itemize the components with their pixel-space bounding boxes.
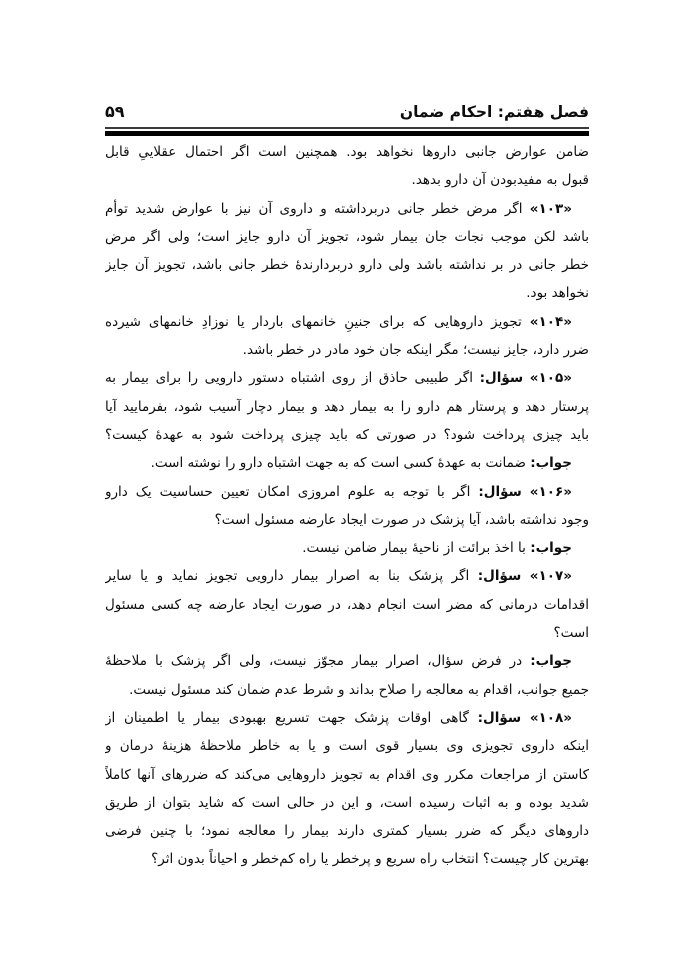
- question-label: سؤال:: [479, 370, 524, 387]
- page-number: ۵۹: [105, 102, 125, 121]
- text-segment: جمیع جوانب، اقدام به معالجه را صلاح بداند و شرط عدم ضمان کند مسئول نیست.: [129, 681, 589, 698]
- answer-label: جواب:: [530, 653, 572, 670]
- text-line: [105, 364, 589, 392]
- question-label: سؤال:: [477, 709, 522, 726]
- text-segment: وجود نداشته باشد، آیا پزشک در صورت ایجاد عارضه مسئول است؟: [214, 511, 589, 528]
- text-line: [105, 166, 589, 194]
- text-line: [105, 704, 589, 732]
- text-segment: [522, 484, 530, 500]
- question-label: سؤال:: [477, 568, 522, 585]
- item-number: «۱۰۸»: [529, 709, 573, 726]
- header-rule-thick: [105, 131, 589, 136]
- text-line: [105, 619, 589, 647]
- text-segment: کاستن از مراجعات مکرر وی اقدام به تجویز داروهایی می‌کند که ضررهای آنها کاملاً: [105, 766, 589, 783]
- text-line: [105, 789, 589, 817]
- text-segment: تجویز داروهایی که برای جنینِ خانمهای باردار یا نوزادِ خانمهای شیرده: [105, 313, 530, 330]
- text-line: [105, 562, 589, 590]
- text-segment: باشد لکن موجب نجات جان بیمار شود، تجویز آن دارو جایز است؛ ولی اگر مرض: [105, 228, 589, 245]
- text-segment: ضرر دارد، جایز نیست؛ مگر اینکه جان خود مادر در خطر باشد.: [242, 342, 589, 359]
- text-line: [105, 449, 589, 477]
- text-line: [105, 393, 589, 421]
- text-segment: اینکه داروی تجویزی وی بسیار قوی است و یا به خاطر ملاحظهٔ هزینهٔ درمان و: [105, 738, 589, 755]
- text-line: [105, 336, 589, 364]
- text-line: [105, 676, 589, 704]
- text-segment: در فرض سؤال، اصرار بیمار مجوّز نیست، ولی اگر پزشک با ملاحظهٔ: [105, 653, 531, 670]
- text-segment: شدید بوده و به اثبات رسیده است، و این در حالی است که شاید بتوان از طریق: [105, 794, 589, 811]
- text-line: [105, 761, 589, 789]
- text-segment: گاهی اوقات پزشک جهت تسریع بهبودی بیمار یا اطمینان از: [105, 709, 478, 726]
- page-header: [105, 97, 589, 121]
- text-segment: [521, 568, 530, 584]
- chapter-title: فصل هفتم: احکام ضمان: [399, 103, 589, 121]
- text-line: [105, 732, 589, 760]
- text-line: [105, 138, 589, 166]
- text-segment: نخواهد بود.: [526, 285, 589, 302]
- text-line: [105, 647, 589, 675]
- text-segment: داروهای دیگر که ضرر بسیار کمتری دارند بیمار را معالجه نمود؛ با چنین فرضی: [105, 823, 589, 840]
- item-number: «۱۰۳»: [529, 200, 572, 217]
- text-segment: اقدامات درمانی که مضر است انجام دهد، در صورت ایجاد عارضه چه کسی مسئول: [105, 596, 589, 613]
- answer-label: جواب:: [530, 455, 572, 472]
- item-number: «۱۰۵»: [529, 370, 572, 387]
- text-segment: اگر طبیبی حاذق از روی اشتباه دستور دارویی را برای بیمار به: [105, 370, 480, 387]
- text-segment: خطر جانی در بر نداشته باشد ولی دارو دربردارندهٔ خطر جانی باشد، تجویز آن جایز: [105, 257, 589, 274]
- text-line: [105, 478, 589, 506]
- text-segment: با اخذ برائت از ناحیهٔ بیمار ضامن نیست.: [302, 540, 531, 557]
- text-line: [105, 421, 589, 449]
- text-segment: باید چیزی پرداخت شود؟ در صورتی که باید چیزی پرداخت شود به عهدهٔ کیست؟: [105, 426, 589, 443]
- body-text: [105, 138, 589, 874]
- text-segment: بهترین کار چیست؟ انتخاب راه سریع و پرخطر یا راه کم‌خطر و احیاناً بدون اثر؟: [151, 851, 589, 868]
- text-segment: [523, 370, 530, 386]
- text-line: [105, 534, 589, 562]
- text-line: [105, 223, 589, 251]
- text-segment: ضامن عوارض جانبی داروها نخواهد بود. همچنین است اگر احتمال عقلاییِ قابل: [105, 144, 589, 160]
- text-line: [105, 195, 589, 223]
- text-segment: اگر با توجه به علوم امروزی امکان تعیین حساسیت یک دارو: [105, 483, 479, 500]
- answer-label: جواب:: [530, 540, 572, 557]
- text-line: [105, 817, 589, 845]
- text-segment: است؟: [553, 625, 589, 642]
- text-line: [105, 506, 589, 534]
- text-segment: اگر مرض خطر جانی دربرداشته و داروی آن نیز با عوارض شدید توأم: [105, 200, 530, 217]
- header-rule-thin: [105, 127, 589, 129]
- text-line: [105, 591, 589, 619]
- text-segment: پرستار دهد و پرستار هم دارو را به بیمار دهد و بیمار دچار آسیب شود، بفرمایید آیا: [105, 398, 589, 415]
- text-segment: اگر پزشک بنا به اصرار بیمار دارویی تجویز نماید و یا سایر: [105, 568, 478, 585]
- item-number: «۱۰۴»: [529, 313, 572, 330]
- text-line: [105, 308, 589, 336]
- item-number: «۱۰۶»: [529, 483, 572, 500]
- text-segment: [521, 710, 530, 726]
- question-label: سؤال:: [478, 483, 522, 500]
- text-segment: قبول به مفیدبودن آن دارو بدهد.: [411, 172, 589, 189]
- text-line: [105, 251, 589, 279]
- text-line: [105, 279, 589, 307]
- item-number: «۱۰۷»: [529, 568, 572, 585]
- text-line: [105, 845, 589, 873]
- text-segment: ضمانت به عهدهٔ کسی است که به جهت اشتباه دارو را نوشته است.: [150, 455, 531, 472]
